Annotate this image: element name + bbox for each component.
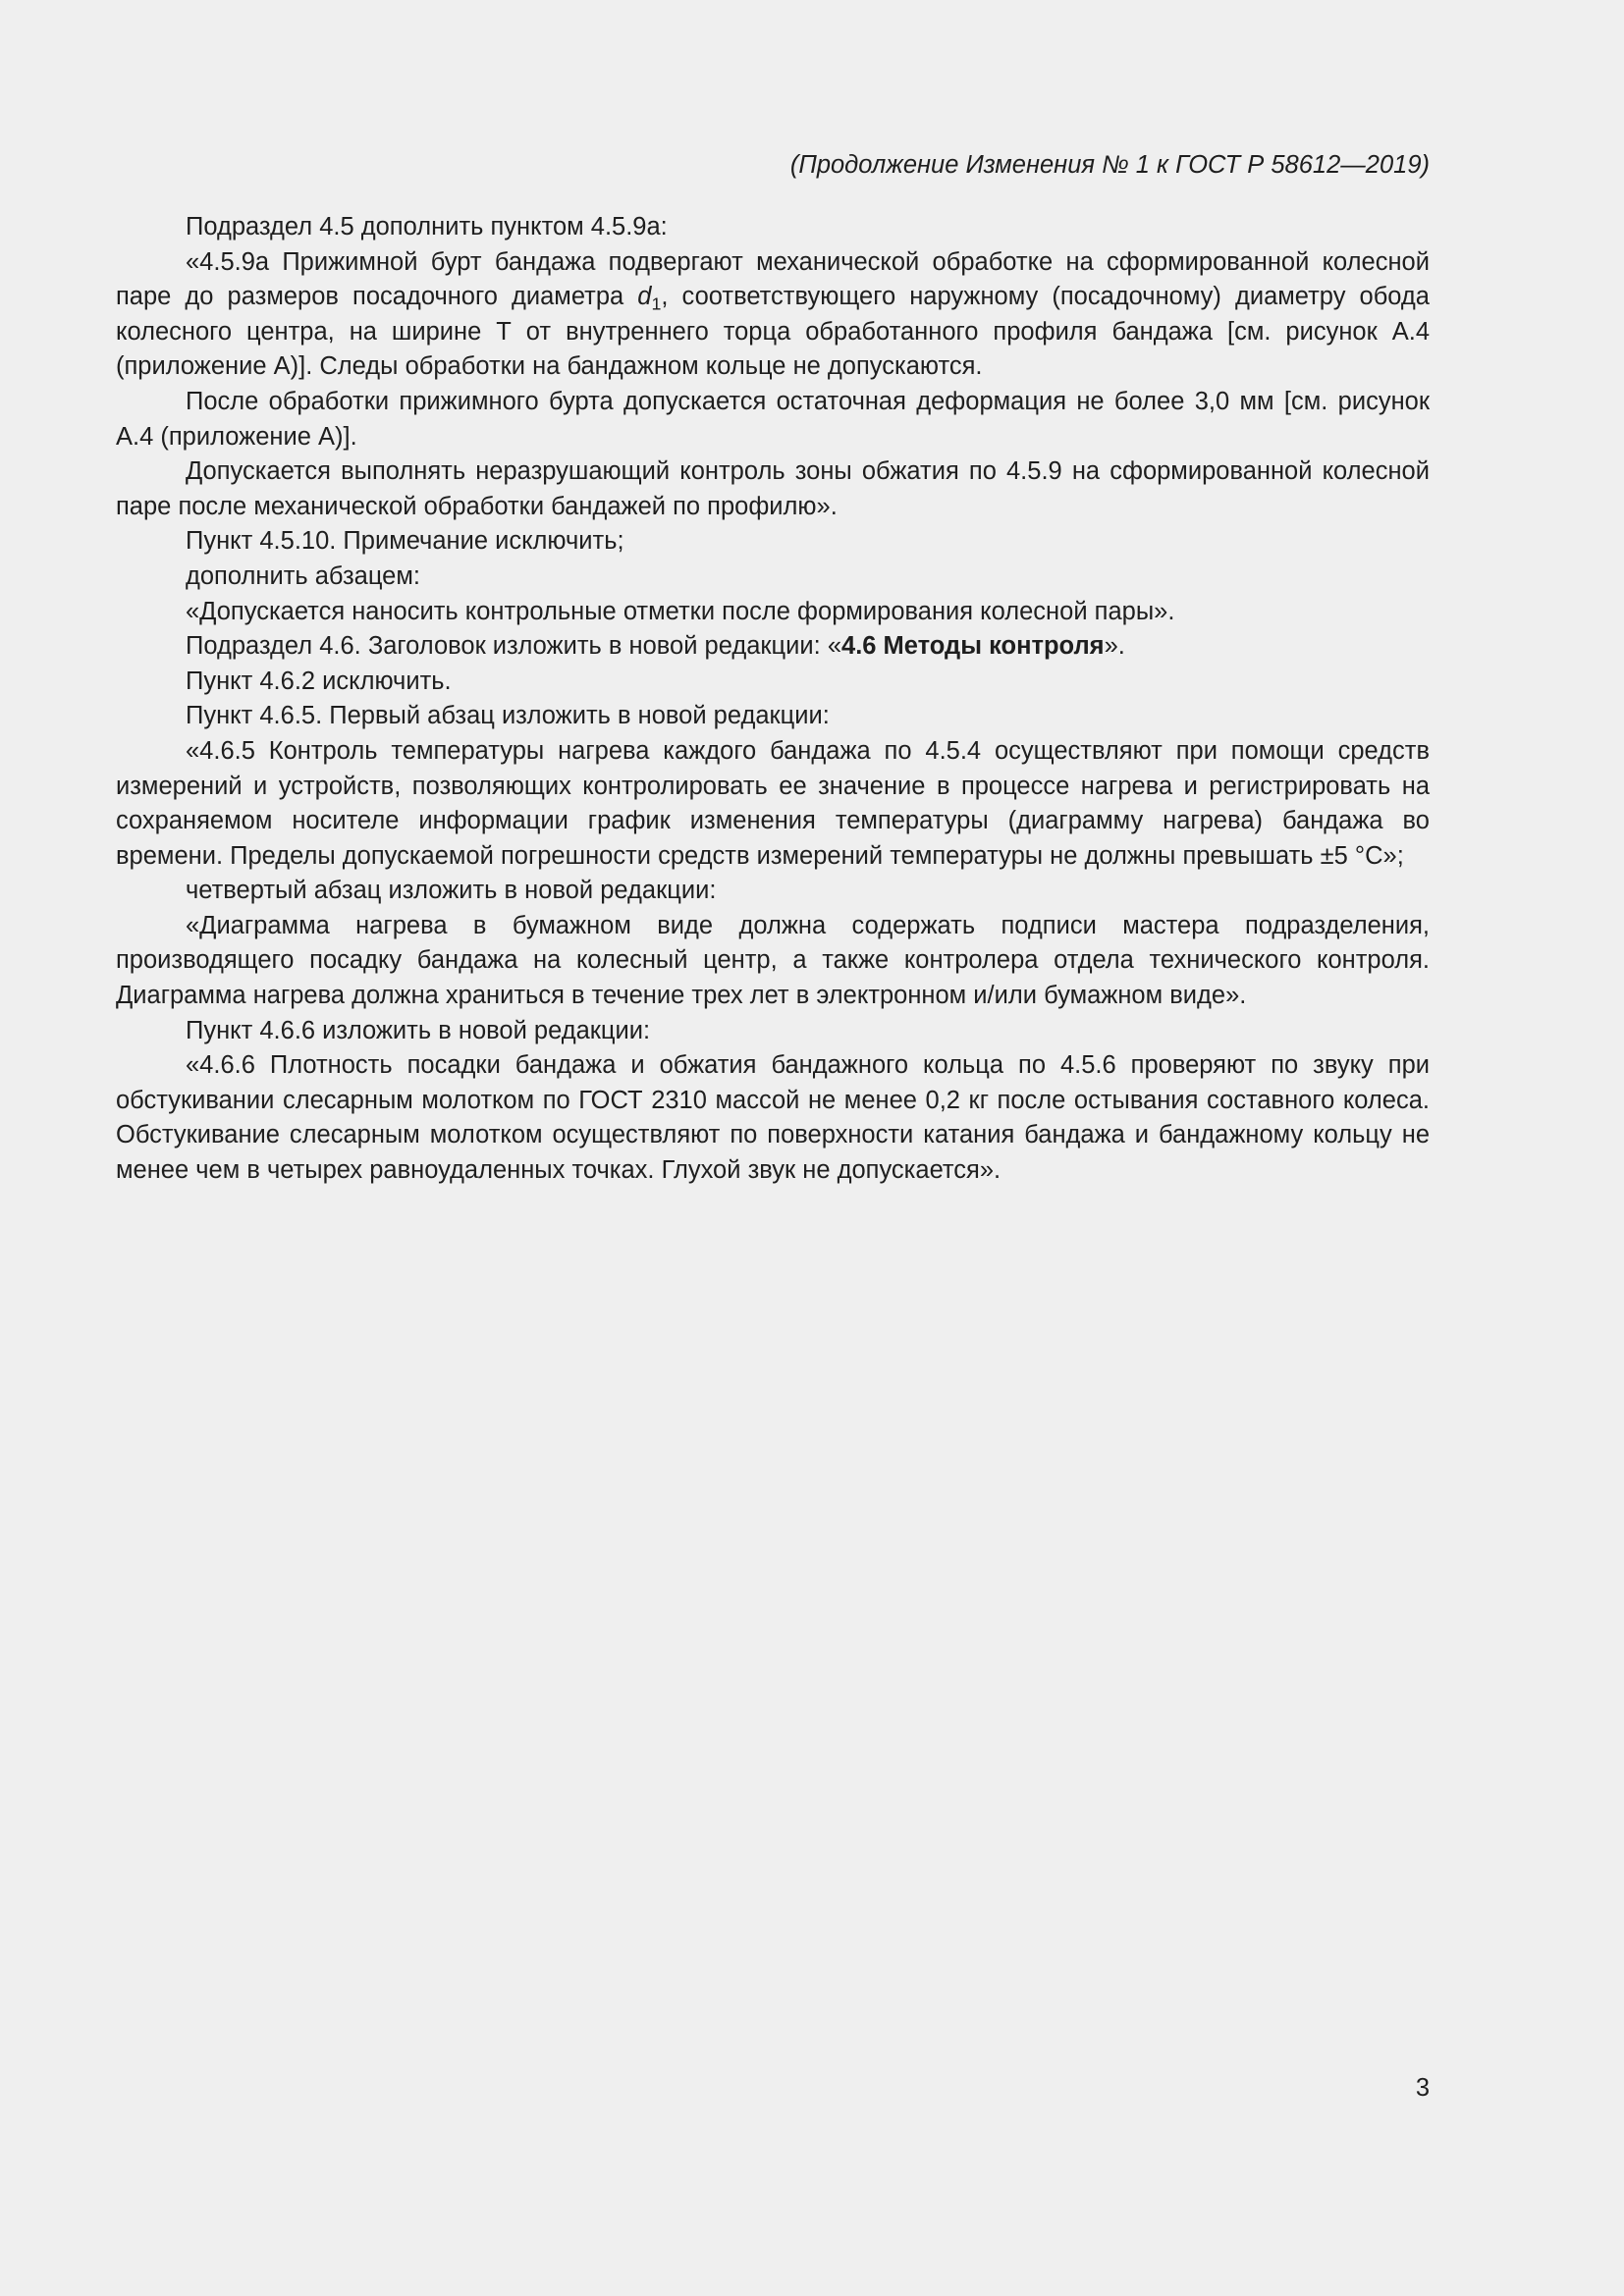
diameter-symbol-subscript: 1	[651, 294, 662, 314]
paragraph-4: Допускается выполнять неразрушающий контроль зоны обжатия по 4.5.9 на сформированной колесной паре после механической обработки бандажей по профилю».	[116, 457, 1430, 520]
paragraph-15: «4.6.6 Плотность посадки бандажа и обжатия бандажного кольца по 4.5.6 проверяют по звуку при обстукивании слесарным молотком по ГОСТ 2310 массой не менее 0,2 кг после остывания составного колеса. Обстукивание слесарным молотком осуществляют по поверхности катания бандажа и бандажному кольцу не менее чем в четырех равноудаленных точках. Глухой звук не допускается».	[116, 1051, 1430, 1185]
paragraph-6: дополнить абзацем:	[186, 561, 420, 590]
continuation-header: (Продолжение Изменения № 1 к ГОСТ Р 58612—2019)	[789, 151, 1430, 179]
paragraph-1: Подраздел 4.5 дополнить пунктом 4.5.9а:	[186, 213, 668, 240]
paragraph-11: «4.6.5 Контроль температуры нагрева каждого бандажа по 4.5.4 осуществляют при помощи средств измерений и устройств, позволяющих контролировать ее значение в процессе нагрева и регистрировать на сохраняемом носителе информации график изменения температуры (диаграмму нагрева) бандажа во времени. Пределы допускаемой погрешности средств измерений температуры не должны превышать ±5 °С»;	[116, 736, 1430, 870]
section-heading-title: 4.6 Методы контроля	[841, 632, 1105, 661]
paragraph-9: Пункт 4.6.2 исключить.	[186, 667, 452, 695]
paragraph-13: «Диаграмма нагрева в бумажном виде должна содержать подписи мастера подразделения, производящего посадку бандажа на колесный центр, а также контролера отдела технического контроля. Диаграмма нагрева должна храниться в течение трех лет в электронном и/или бумажном виде».	[116, 911, 1430, 1010]
document-body	[116, 210, 1430, 1189]
paragraph-5: Пункт 4.5.10. Примечание исключить;	[186, 527, 624, 556]
paragraph-2	[116, 245, 1430, 385]
paragraph-8-text-a: Подраздел 4.6. Заголовок изложить в новой редакции: «	[186, 632, 842, 661]
diameter-symbol: d	[637, 283, 652, 311]
paragraph-8-text-b: ».	[1104, 632, 1125, 661]
page-number: 3	[1415, 2074, 1430, 2102]
paragraph-14: Пункт 4.6.6 изложить в новой редакции:	[186, 1016, 651, 1044]
paragraph-8	[116, 629, 1430, 665]
paragraph-12: четвертый абзац изложить в новой редакции:	[186, 877, 717, 905]
paragraph-3: После обработки прижимного бурта допускается остаточная деформация не более 3,0 мм [см. рисунок А.4 (приложение А)].	[116, 387, 1430, 451]
paragraph-2-text-b: , соответствующего наружному (посадочному) диаметру обода колесного центра, на ширине Т от внутреннего торца обработанного профиля бандажа [см. рисунок А.4 (приложение А)]. Следы обработки на бандажном кольце не допускаются.	[116, 283, 1430, 381]
paragraph-7: «Допускается наносить контрольные отметки после формирования колесной пары».	[186, 597, 1175, 625]
paragraph-10: Пункт 4.6.5. Первый абзац изложить в новой редакции:	[186, 702, 830, 730]
paragraph-2-text-a: «4.5.9а Прижимной бурт бандажа подвергают механической обработке на сформированной колесной паре до размеров посадочного диаметра	[116, 247, 1430, 311]
